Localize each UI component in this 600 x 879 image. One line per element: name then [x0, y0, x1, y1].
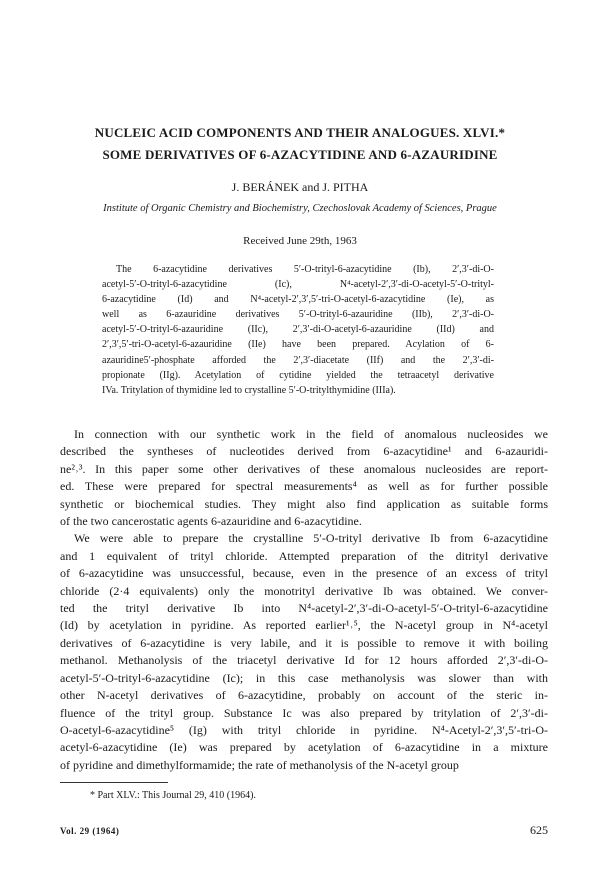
- affiliation: Institute of Organic Chemistry and Biochemistry, Czechoslovak Academy of Sciences, Prague: [103, 203, 497, 214]
- footnote: * Part XLV.: This Journal 29, 410 (1964).: [90, 790, 256, 801]
- abstract-line: 2′,3′,5′-tri-O-acetyl-6-azauridine (IIe) have been prepared. Acylation of 6-: [102, 339, 494, 351]
- body-line: ed. These were prepared for spectral measurements⁴ as well as for further possible: [60, 479, 548, 494]
- body-line: of pyridine and dimethylformamide; the rate of methanolysis of the N-acetyl group: [60, 757, 459, 772]
- abstract: [102, 262, 494, 398]
- body-line: of 6-azacytidine was unsuccessful, because, even in the presence of an excess of trityl: [60, 566, 548, 581]
- page-number: 625: [530, 823, 548, 837]
- body-line: O-acetyl-6-azacytidine⁵ (Ig) with trityl chloride in pyridine. N⁴-Acetyl-2′,3′,5′-tri-O-: [60, 722, 548, 737]
- title-line-2: SOME DERIVATIVES OF 6-AZACYTIDINE AND 6-AZAURIDINE: [102, 147, 498, 162]
- body-line: and 1 equivalent of trityl chloride. Attempted preparation of the ditrityl derivative: [60, 548, 548, 563]
- body-line: chloride (2·4 equivalents) only the monotrityl derivative Ib was obtained. We conver-: [60, 583, 548, 598]
- abstract-line: azauridine5′-phosphate afforded the 2′,3′-diacetate (IIf) and the 2′,3′-di-: [102, 354, 494, 366]
- authors: J. BERÁNEK and J. PITHA: [231, 180, 369, 194]
- abstract-line: propionate (IIg). Acetylation of cytidine yielded the tetraacetyl derivative: [102, 369, 494, 381]
- abstract-line: IVa. Tritylation of thymidine led to crystalline 5′-O-tritylthymidine (IIIa).: [102, 384, 396, 396]
- body-line: We were able to prepare the crystalline 5′-O-trityl derivative Ib from 6-azacytidine: [74, 531, 548, 546]
- abstract-line: well as 6-azauridine derivatives 5′-O-trityl-6-azauridine (IIb), 2′,3′-di-O-: [102, 309, 494, 321]
- received-date: Received June 29th, 1963: [243, 235, 357, 247]
- footnote-divider: [60, 782, 168, 783]
- body-line: ne²˒³. In this paper some other derivatives of these anomalous nucleosides are report-: [60, 461, 548, 476]
- body-line: acetyl-5′-O-trityl-6-azacytidine (Ic); in this case methanolysis was slower than with: [60, 670, 548, 685]
- body-text: [60, 426, 548, 774]
- body-line: fluence of the trityl group. Substance Ic was also prepared by tritylation of 2′,3′-di-: [60, 705, 548, 720]
- abstract-line: acetyl-5′-O-trityl-6-azauridine (IIc), 2′,3′-di-O-acetyl-6-azauridine (IId) and: [102, 324, 494, 336]
- body-line: derivatives of 6-azacytidine is very labile, and it is possible to remove it with boiling: [60, 635, 548, 650]
- body-line: of the two cancerostatic agents 6-azauridine and 6-azacytidine.: [60, 514, 362, 529]
- body-line: acetyl-6-azacytidine (Ie) was prepared by acetylation of 6-azacytidine in a mixture: [60, 740, 548, 755]
- body-line: other N-acetyl derivatives of 6-azacytidine, probably on account of the steric in-: [60, 688, 548, 703]
- body-line: synthetic or biochemical studies. They might also find application as suitable forms: [60, 496, 548, 511]
- body-line: ted the trityl derivative Ib into N⁴-acetyl-2′,3′-di-O-acetyl-5′-O-trityl-6-azacytidine: [60, 601, 548, 616]
- abstract-line: 6-azacytidine (Id) and N⁴-acetyl-2′,3′,5′-tri-O-acetyl-6-azacytidine (Ie), as: [102, 294, 494, 306]
- body-line: described the syntheses of nucleotides derived from 6-azacytidine¹ and 6-azauridi-: [60, 444, 548, 459]
- abstract-line: The 6-azacytidine derivatives 5′-O-trityl-6-azacytidine (Ib), 2′,3′-di-O-: [116, 264, 494, 275]
- body-line: In connection with our synthetic work in the field of anomalous nucleosides we: [74, 427, 548, 441]
- body-line: (Id) by acetylation in pyridine. As reported earlier¹˒⁵, the N-acetyl group in N⁴-acetyl: [60, 618, 548, 633]
- title-line-1: NUCLEIC ACID COMPONENTS AND THEIR ANALOGUES. XLVI.*: [94, 125, 506, 140]
- journal-volume: Vol. 29 (1964): [60, 826, 120, 836]
- abstract-line: acetyl-5′-O-trityl-6-azacytidine (Ic), N⁴-acetyl-2′,3′-di-O-acetyl-5′-O-trityl-: [102, 279, 494, 291]
- body-line: methanol. Methanolysis of the triacetyl derivative Id for 12 hours afforded 2′,3′-di-O-: [60, 653, 548, 668]
